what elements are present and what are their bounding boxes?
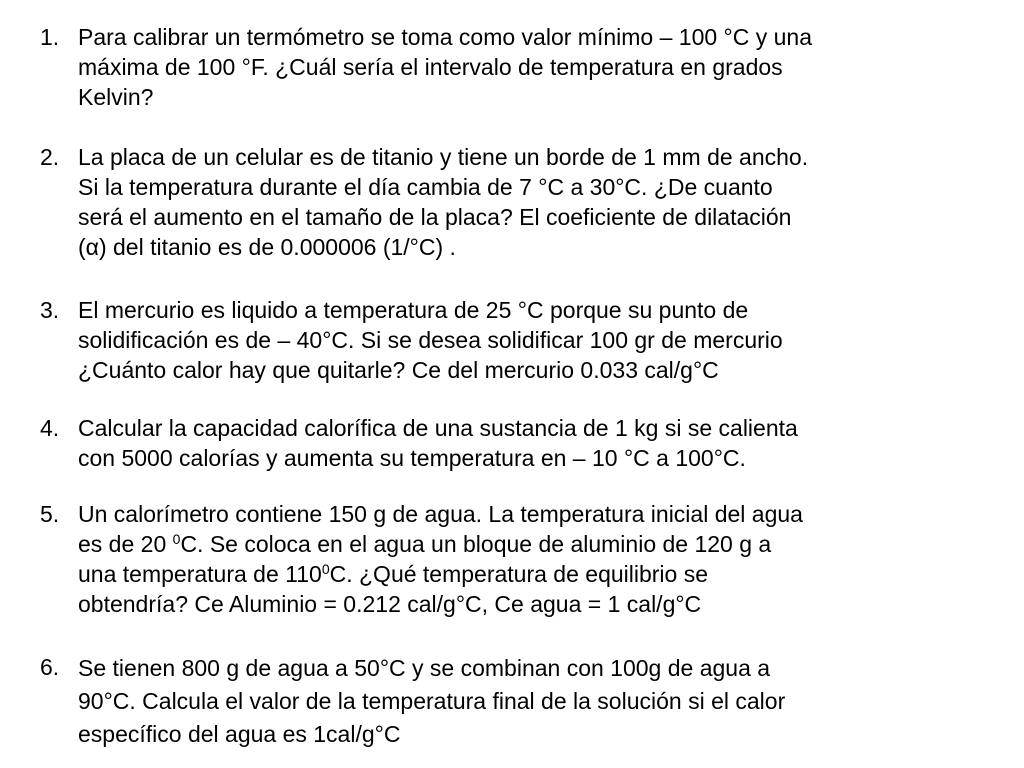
text-fragment: C. ¿Qué temperatura de equilibrio se — [329, 561, 709, 587]
text-line: El mercurio es liquido a temperatura de 25 °C porque su punto de — [78, 297, 749, 323]
superscript: 0 — [321, 561, 330, 577]
text-line: ¿Cuánto calor hay que quitarle? Ce del mercurio 0.033 cal/g°C — [78, 357, 719, 383]
text-line: Si la temperatura durante el día cambia de 7 °C a 30°C. ¿De cuanto — [78, 174, 773, 200]
problem-number: 5. — [40, 501, 60, 527]
text-line: 90°C. Calcula el valor de la temperatura final de la solución si el calor — [78, 688, 786, 714]
problem-text — [78, 295, 1008, 385]
text-line — [78, 559, 1008, 589]
text-fragment: C. Se coloca en el agua un bloque de aluminio de 120 g a — [180, 531, 772, 557]
text-line: solidificación es de – 40°C. Si se desea solidificar 100 gr de mercurio — [78, 327, 783, 353]
text-fragment: es de 20 — [78, 531, 173, 557]
text-line: Kelvin? — [78, 84, 154, 110]
problem-number: 3. — [40, 297, 60, 323]
superscript: 0 — [172, 531, 181, 547]
text-line: específico del agua es 1cal/g°C — [78, 721, 401, 747]
text-fragment: una temperatura de 110 — [78, 561, 322, 587]
problem-text — [78, 142, 1008, 262]
text-line: Calcular la capacidad calorífica de una sustancia de 1 kg si se calienta — [78, 415, 798, 441]
problem-text — [78, 22, 1008, 112]
text-line: con 5000 calorías y aumenta su temperatura en – 10 °C a 100°C. — [78, 445, 746, 471]
text-line: obtendría? Ce Aluminio = 0.212 cal/g°C, Ce agua = 1 cal/g°C — [78, 591, 702, 617]
text-line: (α) del titanio es de 0.000006 (1/°C) . — [78, 234, 456, 260]
problem-text — [78, 499, 1008, 619]
problem-number: 1. — [40, 24, 60, 50]
text-line: Se tienen 800 g de agua a 50°C y se combinan con 100g de agua a — [78, 655, 771, 681]
text-line — [78, 529, 1008, 559]
text-line: Para calibrar un termómetro se toma como valor mínimo – 100 °C y una — [78, 24, 813, 50]
text-line: La placa de un celular es de titanio y tiene un borde de 1 mm de ancho. — [78, 144, 809, 170]
text-line: máxima de 100 °F. ¿Cuál sería el intervalo de temperatura en grados — [78, 54, 783, 80]
problem-number: 4. — [40, 415, 60, 441]
problem-number: 2. — [40, 144, 60, 170]
text-line: Un calorímetro contiene 150 g de agua. La temperatura inicial del agua — [78, 501, 803, 527]
problem-number: 6. — [40, 654, 60, 680]
problem-text — [78, 652, 1008, 751]
text-line: será el aumento en el tamaño de la placa? El coeficiente de dilatación — [78, 204, 792, 230]
problem-text — [78, 413, 1008, 473]
